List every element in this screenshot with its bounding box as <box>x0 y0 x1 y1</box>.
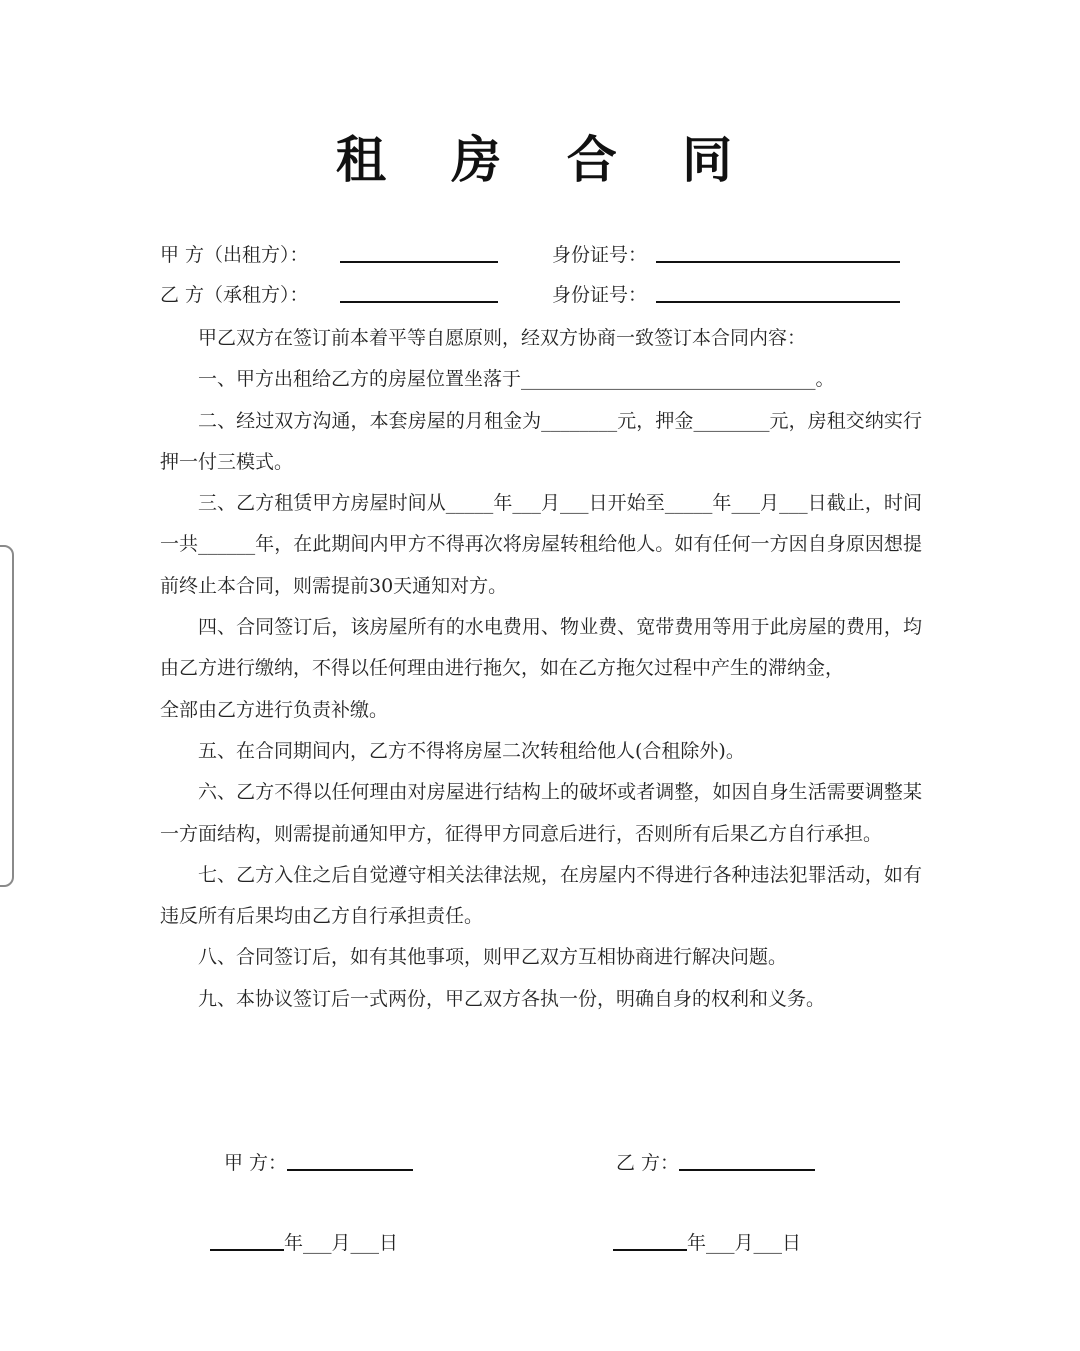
side-scroll-tab[interactable] <box>0 545 14 887</box>
clause-8: 八、合同签订后，如有其他事项，则甲乙双方互相协商进行解决问题。 <box>198 946 788 969</box>
party-a-id-label: 身份证号： <box>552 244 648 266</box>
clause-6: 六、乙方不得以任何理由对房屋进行结构上的破坏或者调整，如因自身生活需要调整某一方面结构，则需提前通知甲方，征得甲方同意后进行，否则所有后果乙方自行承担。 <box>160 781 922 845</box>
party-b-label: 乙 方（承租方）： <box>160 284 309 306</box>
party-a-name-field[interactable] <box>340 241 498 263</box>
signature-party-a <box>224 1148 413 1178</box>
clause-5: 五、在合同期间内，乙方不得将房屋二次转租给他人(合租除外)。 <box>198 739 745 762</box>
signature-party-a-label: 甲 方： <box>224 1152 288 1174</box>
clause-4: 四、合同签订后，该房屋所有的水电费用、物业费、宽带费用等用于此房屋的费用，均由乙方进行缴纳，不得以任何理由进行拖欠，如在乙方拖欠过程中产生的滞纳金， <box>160 616 922 680</box>
contract-title: 租 房 合 同 <box>335 131 757 189</box>
party-a-row <box>160 240 920 270</box>
clause-2: 二、经过双方沟通，本套房屋的月租金为________元，押金________元，房租交纳实行押一付三模式。 <box>160 409 922 473</box>
signature-party-b-label: 乙 方： <box>616 1152 680 1174</box>
party-b-row <box>160 280 920 310</box>
signature-party-b <box>616 1148 815 1178</box>
signature-party-a-field[interactable] <box>287 1149 413 1171</box>
party-b-id-field[interactable] <box>656 281 900 303</box>
clause-7: 七、乙方入住之后自觉遵守相关法律法规，在房屋内不得进行各种违法犯罪活动，如有违反所有后果均由乙方自行承担责任。 <box>160 863 922 928</box>
party-b-name-field[interactable] <box>340 281 498 303</box>
date-party-b-year-field[interactable] <box>613 1229 687 1251</box>
clause-4-continued: 全部由乙方进行负责补缴。 <box>160 698 389 721</box>
signature-party-b-field[interactable] <box>679 1149 815 1171</box>
date-party-a-text: 年___月___日 <box>284 1232 399 1254</box>
date-party-b-text: 年___月___日 <box>687 1232 802 1254</box>
date-party-b <box>613 1228 801 1258</box>
date-party-a-year-field[interactable] <box>210 1229 284 1251</box>
intro-paragraph: 甲乙双方在签订前本着平等自愿原则，经双方协商一致签订本合同内容： <box>198 327 807 349</box>
party-a-id-field[interactable] <box>656 241 900 263</box>
contract-body <box>160 318 922 1020</box>
clause-9: 九、本协议签订后一式两份，甲乙双方各执一份，明确自身的权利和义务。 <box>198 987 826 1010</box>
party-a-label: 甲 方（出租方）： <box>160 244 309 266</box>
clause-3: 三、乙方租赁甲方房屋时间从_____年___月___日开始至_____年___月___日截止，时间一共______年，在此期间内甲方不得再次将房屋转租给他人。如有任何一方因自身原因想提前终止本合同，则需提前30天通知对方。 <box>160 492 922 597</box>
party-b-id-label: 身份证号： <box>552 284 648 306</box>
clause-1: 一、甲方出租给乙方的房屋位置坐落于_______________________________。 <box>198 368 835 391</box>
date-party-a <box>210 1228 398 1258</box>
